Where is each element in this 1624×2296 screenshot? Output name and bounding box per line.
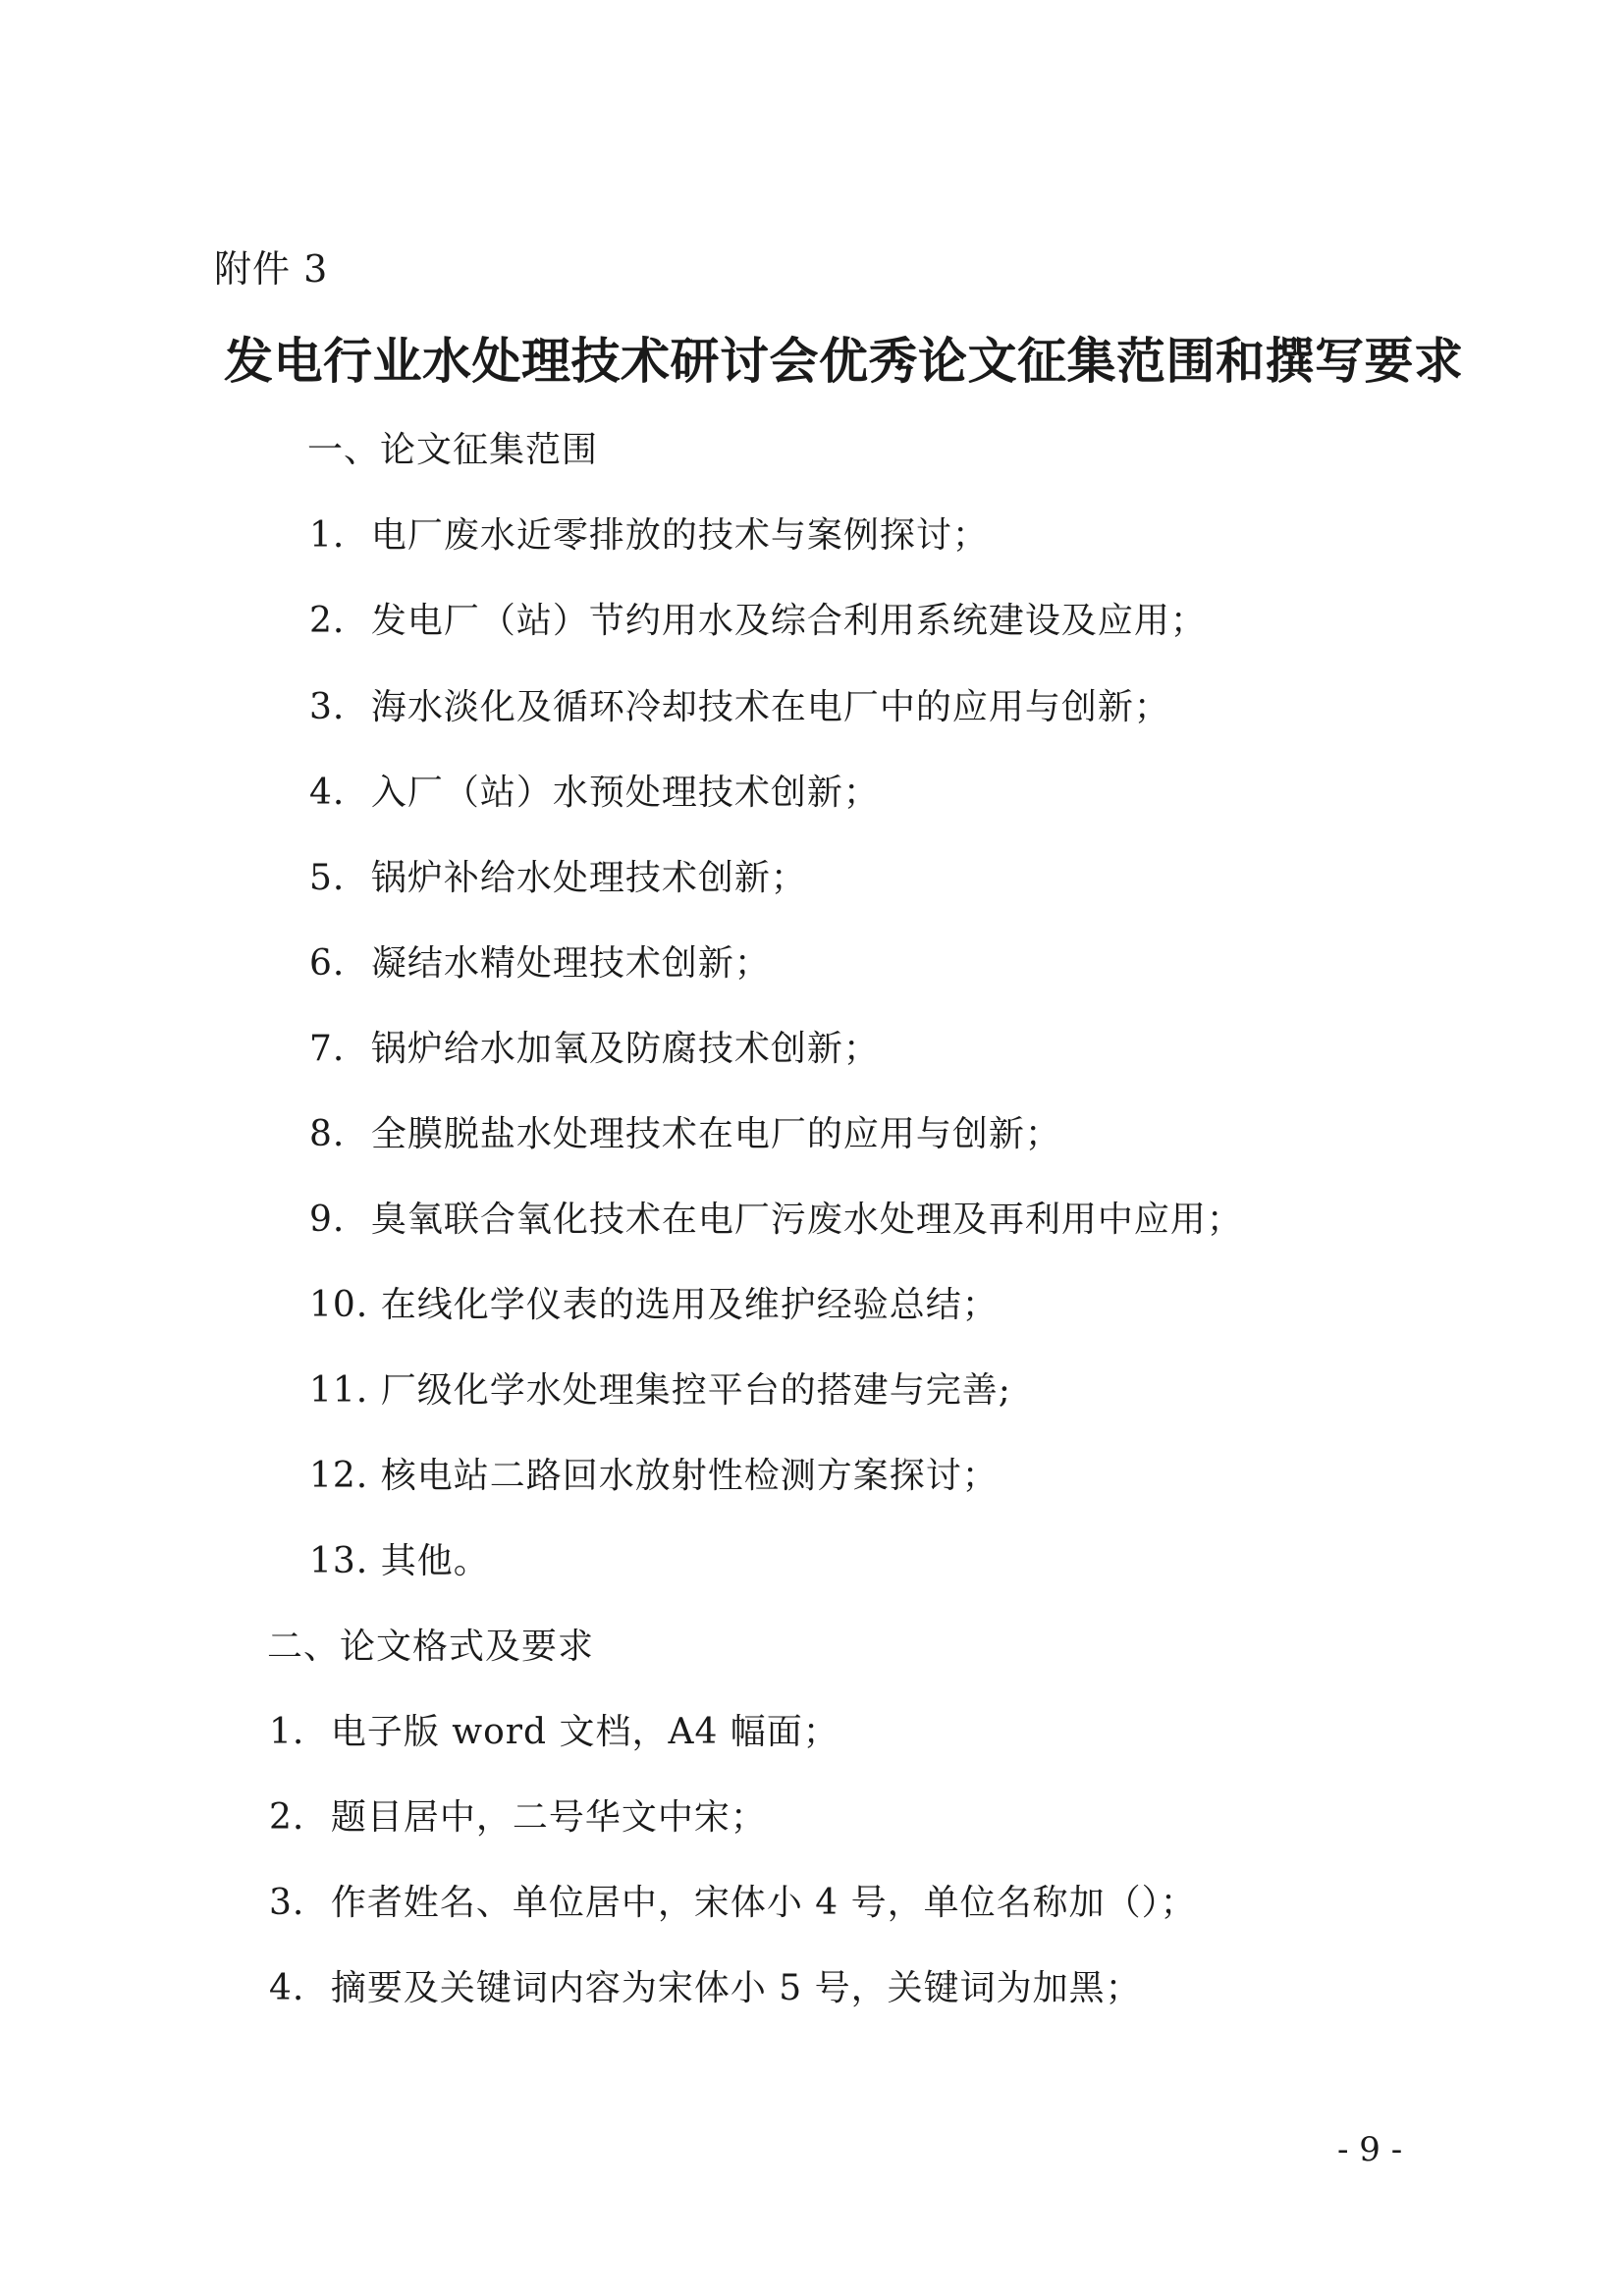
section2-item-4	[269, 1967, 1142, 2010]
section2-item-1	[269, 1711, 839, 1754]
section1-item-8	[309, 1113, 1061, 1156]
section1-item-7	[309, 1028, 880, 1071]
item-text: 臭氧联合氧化技术在电厂污废水处理及再利用中应用；	[370, 1200, 1243, 1240]
item-text: 发电厂（站）节约用水及综合利用系统建设及应用；	[370, 601, 1207, 641]
item-number: 5.	[309, 858, 346, 898]
section1-item-2	[309, 600, 1207, 643]
section1-item-3	[309, 686, 1170, 729]
item-text: 摘要及关键词内容为宋体小 5 号，关键词为加黑；	[330, 1968, 1142, 2008]
item-number: 8.	[309, 1114, 346, 1154]
item-text: 入厂（站）水预处理技术创新；	[370, 773, 880, 813]
section1-item-1	[309, 514, 989, 558]
item-text: 作者姓名、单位居中，宋体小 4 号，单位名称加（）；	[330, 1883, 1197, 1923]
document-title: 发电行业水处理技术研讨会优秀论文征集范围和撰写要求	[224, 332, 1464, 390]
item-number: 13.	[309, 1541, 369, 1581]
item-number: 9.	[309, 1200, 346, 1240]
section1-item-4	[309, 772, 880, 815]
item-number: 10.	[309, 1285, 369, 1325]
item-text: 电厂废水近零排放的技术与案例探讨；	[370, 515, 989, 556]
item-number: 3.	[309, 687, 346, 727]
item-text: 海水淡化及循环冷却技术在电厂中的应用与创新；	[370, 687, 1170, 727]
item-number: 7.	[309, 1029, 346, 1069]
section1-item-12	[309, 1455, 999, 1498]
item-number: 4.	[309, 773, 346, 813]
item-text: 锅炉给水加氧及防腐技术创新；	[370, 1029, 880, 1069]
item-number: 2.	[269, 1797, 305, 1838]
item-text: 全膜脱盐水处理技术在电厂的应用与创新；	[370, 1114, 1061, 1154]
item-number: 6.	[309, 943, 346, 984]
section2-item-2	[269, 1796, 767, 1840]
item-number: 1.	[309, 515, 346, 556]
attachment-label: 附件 3	[214, 247, 329, 291]
section1-item-9	[309, 1199, 1243, 1242]
item-text: 电子版 word 文档，A4 幅面；	[330, 1712, 839, 1752]
section1-item-10	[309, 1284, 999, 1327]
section1-item-5	[309, 857, 807, 900]
item-text: 核电站二路回水放射性检测方案探讨；	[380, 1456, 999, 1496]
section1-item-11	[309, 1369, 1011, 1413]
item-number: 3.	[269, 1883, 305, 1923]
item-text: 题目居中，二号华文中宋；	[330, 1797, 767, 1838]
item-number: 1.	[269, 1712, 305, 1752]
section2-heading: 二、论文格式及要求	[267, 1627, 595, 1667]
page-number: - 9 -	[1337, 2130, 1403, 2169]
item-number: 12.	[309, 1456, 369, 1496]
item-text: 在线化学仪表的选用及维护经验总结；	[380, 1285, 999, 1325]
item-text: 锅炉补给水处理技术创新；	[370, 858, 807, 898]
item-number: 4.	[269, 1968, 305, 2008]
section1-item-13	[309, 1540, 490, 1583]
item-number: 2.	[309, 601, 346, 641]
section2-item-3	[269, 1882, 1197, 1925]
item-text: 厂级化学水处理集控平台的搭建与完善;	[380, 1370, 1011, 1411]
section1-item-6	[309, 942, 771, 986]
item-text: 凝结水精处理技术创新；	[370, 943, 771, 984]
item-text: 其他。	[380, 1541, 490, 1581]
item-number: 11.	[309, 1370, 369, 1411]
section1-heading: 一、论文征集范围	[307, 430, 599, 470]
